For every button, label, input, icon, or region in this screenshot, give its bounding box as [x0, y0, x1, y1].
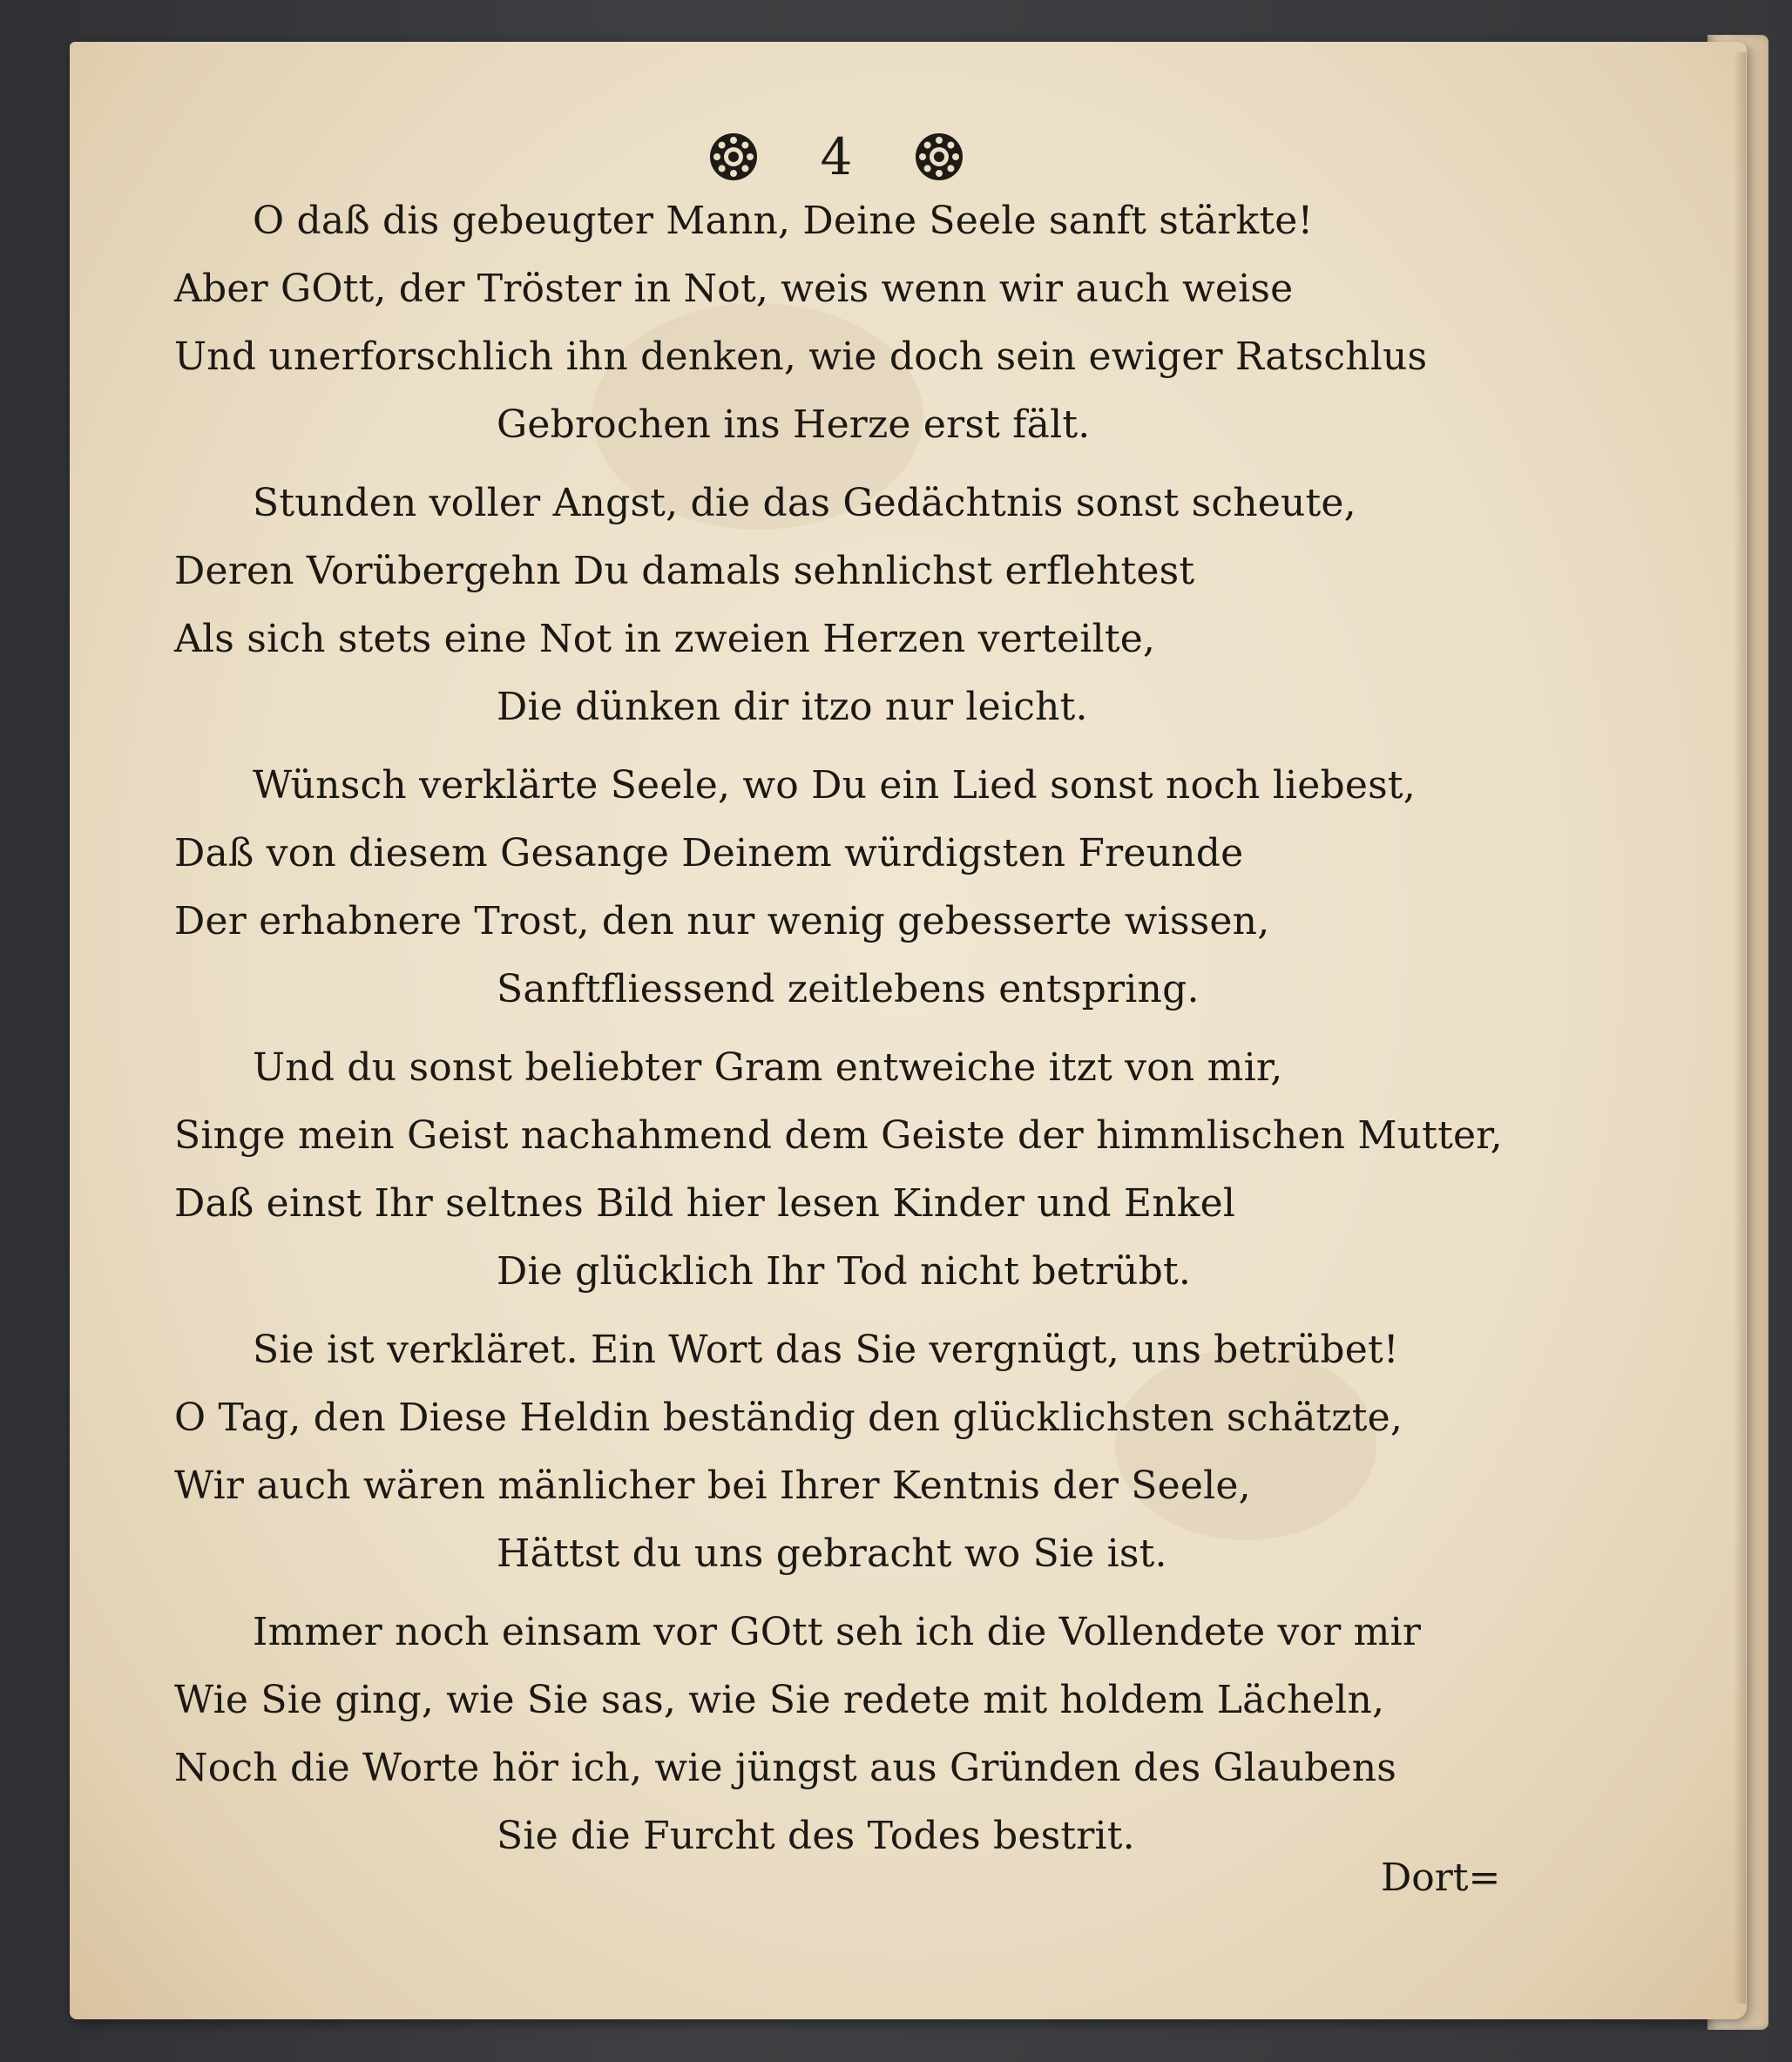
stanza — [174, 1599, 1673, 1870]
verse-line: Die dünken dir itzo nur leicht. — [497, 685, 1088, 729]
page-spine-shadow — [1734, 52, 1746, 2004]
verse-line: O daß dis gebeugter Mann, Deine Seele sanft stärkte! — [253, 199, 1314, 243]
verse-line: Sie ist verkläret. Ein Wort das Sie vergnügt, uns betrübet! — [253, 1328, 1399, 1372]
verse-line: Deren Vorübergehn Du damals sehnlichst erflehtest — [174, 549, 1195, 593]
verse-line: Immer noch einsam vor GOtt seh ich die Vollendete vor mir — [253, 1610, 1422, 1654]
verse-line: Daß von diesem Gesange Deinem würdigsten Freunde — [174, 831, 1244, 876]
verse-line: Aber GOtt, der Tröster in Not, weis wenn wir auch weise — [174, 267, 1294, 311]
verse-line: Hättst du uns gebracht wo Sie ist. — [497, 1531, 1167, 1576]
verse-line: Die glücklich Ihr Tod nicht betrübt. — [497, 1249, 1192, 1294]
stanza — [174, 470, 1673, 741]
verse-line: Und unerforschlich ihn denken, wie doch sein ewiger Ratschlus — [174, 335, 1428, 379]
stanza — [174, 1034, 1673, 1306]
verse-line: Der erhabnere Trost, den nur wenig gebesserte wissen, — [174, 899, 1270, 943]
verse-line: Gebrochen ins Herze erst fält. — [497, 402, 1091, 447]
verse-line: Singe mein Geist nachahmend dem Geiste der himmlischen Mutter, — [174, 1113, 1503, 1158]
stanza — [174, 1316, 1673, 1588]
verse-line: Wie Sie ging, wie Sie sas, wie Sie redete mit holdem Lächeln, — [174, 1678, 1385, 1722]
verse-line: Daß einst Ihr seltnes Bild hier lesen Kinder und Enkel — [174, 1181, 1236, 1226]
verse-line: Sanftfliessend zeitlebens entspring. — [497, 967, 1200, 1011]
stanza — [174, 752, 1673, 1024]
verse-line: Stunden voller Angst, die das Gedächtnis sonst scheute, — [253, 481, 1356, 525]
verse-line: Und du sonst beliebter Gram entweiche itzt von mir, — [253, 1045, 1283, 1090]
page-number: 4 — [820, 127, 853, 186]
verse-line: Als sich stets eine Not in zweien Herzen verteilte, — [174, 617, 1156, 661]
verse-line: Noch die Worte hör ich, wie jüngst aus Gründen des Glaubens — [174, 1746, 1397, 1790]
poem-body — [174, 187, 1673, 1879]
verse-line: Sie die Furcht des Todes bestrit. — [497, 1814, 1135, 1858]
verse-line: Wir auch wären mänlicher bei Ihrer Kentnis der Seele, — [174, 1464, 1251, 1508]
verse-line: O Tag, den Diese Heldin beständig den glücklichsten schätzte, — [174, 1396, 1403, 1440]
stanza — [174, 187, 1673, 459]
verse-line: Wünsch verklärte Seele, wo Du ein Lied sonst noch liebest, — [253, 763, 1416, 808]
catchword: Dort= — [1381, 1856, 1501, 1900]
page-header — [662, 122, 1011, 192]
flower-rosette-icon — [707, 131, 760, 183]
flower-rosette-icon — [913, 131, 965, 183]
